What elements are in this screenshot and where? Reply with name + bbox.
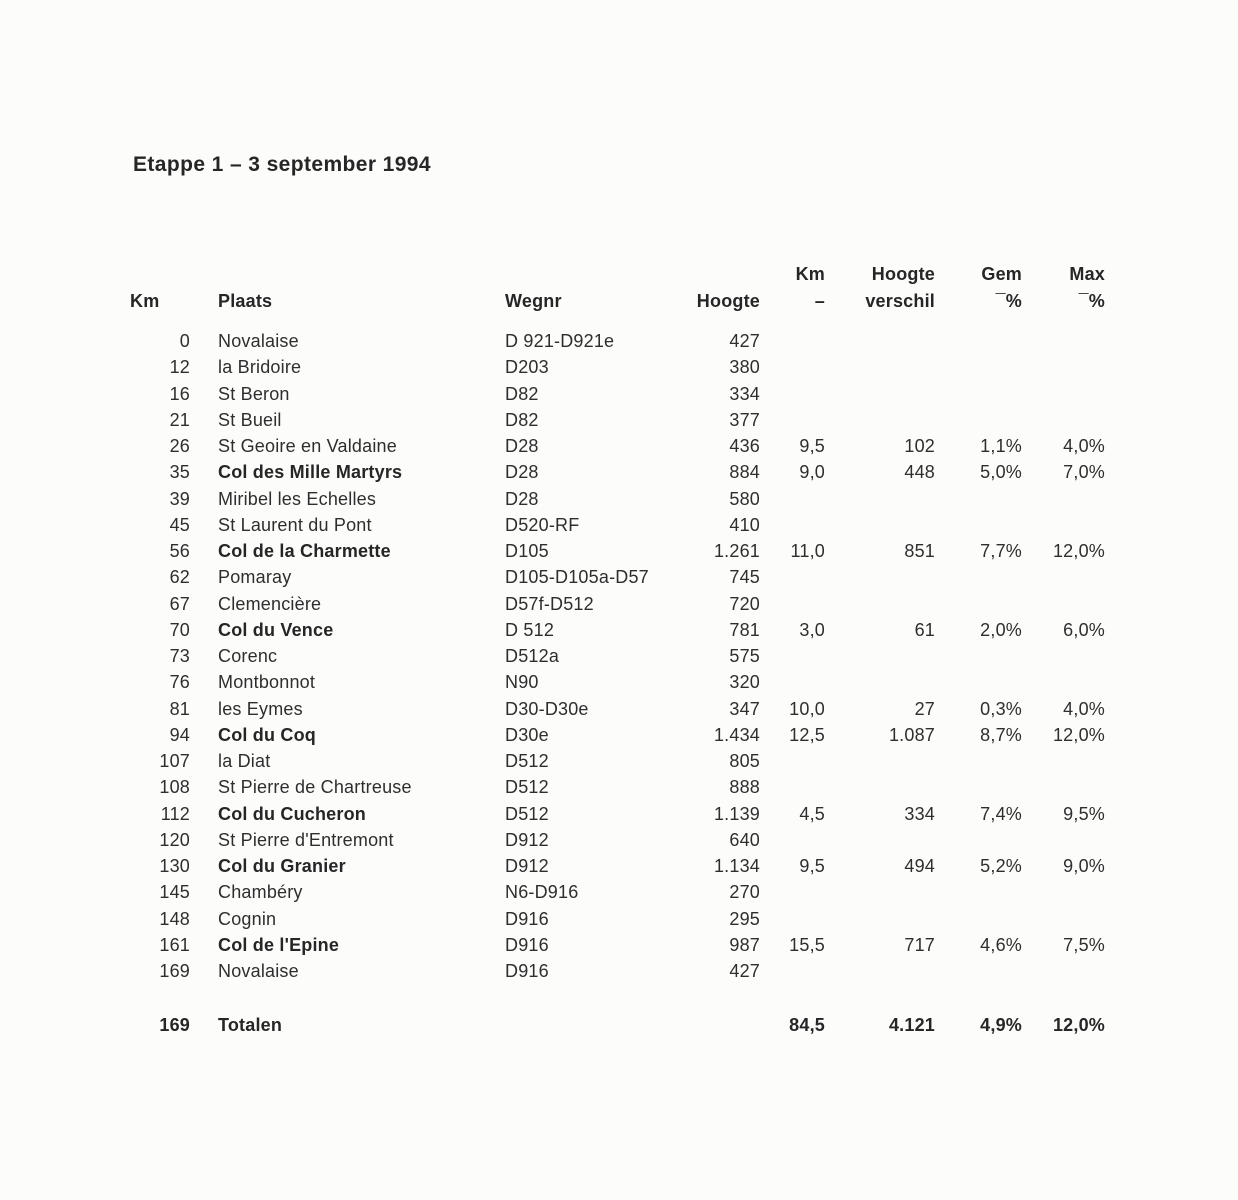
cell-gem-pct bbox=[935, 407, 1022, 433]
cell-km-segment bbox=[760, 669, 825, 695]
cell-hoogteverschil bbox=[825, 564, 935, 590]
cell-hoogte: 320 bbox=[729, 672, 760, 693]
cell-max-pct bbox=[1022, 774, 1105, 800]
cell-km-segment bbox=[760, 774, 825, 800]
cell-plaats: Montbonnot bbox=[218, 672, 316, 693]
cell-hoogteverschil: 448 bbox=[904, 462, 935, 483]
cell-km: 67 bbox=[169, 593, 190, 614]
cell-hoogte: 270 bbox=[729, 882, 760, 903]
cell-hoogteverschil: 27 bbox=[914, 698, 935, 719]
cell-plaats: Col du Cucheron bbox=[218, 803, 366, 824]
cell-hoogteverschil: 334 bbox=[904, 803, 935, 824]
stage-table bbox=[130, 261, 1105, 1039]
cell-gem-pct: 2,0% bbox=[980, 619, 1022, 640]
cell-gem-pct: 4,6% bbox=[980, 934, 1022, 955]
cell-gem-pct: 7,4% bbox=[980, 803, 1022, 824]
col-header-wegnr: Wegnr bbox=[505, 291, 562, 311]
table-row bbox=[130, 354, 1105, 380]
totals-km-segment: 84,5 bbox=[789, 1015, 825, 1036]
cell-gem-pct bbox=[935, 512, 1022, 538]
cell-hoogte: 1.434 bbox=[713, 724, 760, 745]
table-row bbox=[130, 315, 1105, 354]
cell-hoogte: 347 bbox=[729, 698, 760, 719]
cell-km: 35 bbox=[169, 462, 190, 483]
cell-km-segment bbox=[760, 407, 825, 433]
cell-max-pct bbox=[1022, 591, 1105, 617]
cell-wegnr: D512 bbox=[505, 803, 549, 824]
totals-wegnr bbox=[505, 1012, 685, 1038]
cell-km-segment: 10,0 bbox=[789, 698, 825, 719]
cell-km: 169 bbox=[159, 961, 190, 981]
cell-max-pct: 6,0% bbox=[1063, 619, 1105, 640]
cell-hoogteverschil bbox=[825, 879, 935, 905]
cell-hoogteverschil bbox=[825, 512, 935, 538]
cell-km: 45 bbox=[169, 514, 190, 535]
table-row bbox=[130, 748, 1105, 774]
cell-km: 107 bbox=[159, 751, 190, 771]
cell-gem-pct bbox=[935, 958, 1022, 984]
table-row bbox=[130, 696, 1105, 722]
cell-hoogte: 781 bbox=[729, 619, 760, 640]
cell-plaats: St Bueil bbox=[218, 409, 282, 430]
cell-gem-pct bbox=[935, 486, 1022, 512]
cell-km-segment bbox=[760, 381, 825, 407]
table-row bbox=[130, 381, 1105, 407]
table-row bbox=[130, 906, 1105, 932]
totals-hoogte bbox=[685, 1012, 760, 1038]
cell-gem-pct bbox=[935, 774, 1022, 800]
cell-km: 130 bbox=[159, 856, 190, 876]
cell-plaats: Novalaise bbox=[218, 331, 299, 351]
cell-wegnr: N90 bbox=[505, 672, 539, 693]
cell-km-segment: 15,5 bbox=[789, 934, 825, 955]
cell-hoogte: 640 bbox=[729, 829, 760, 850]
cell-km-segment: 9,0 bbox=[799, 462, 825, 483]
cell-hoogteverschil bbox=[825, 486, 935, 512]
col-header-hoogteverschil: Hoogte verschil bbox=[865, 264, 935, 311]
cell-hoogteverschil bbox=[825, 774, 935, 800]
cell-gem-pct bbox=[935, 591, 1022, 617]
cell-km: 108 bbox=[159, 777, 190, 798]
cell-wegnr: D 512 bbox=[505, 619, 555, 640]
col-header-gem-pct: Gem ¯% bbox=[981, 264, 1022, 311]
cell-hoogte: 987 bbox=[729, 934, 760, 955]
cell-gem-pct: 7,7% bbox=[980, 541, 1022, 561]
cell-max-pct: 9,5% bbox=[1063, 803, 1105, 824]
totals-km: 169 bbox=[159, 1015, 190, 1036]
cell-hoogteverschil bbox=[825, 748, 935, 774]
cell-hoogte: 575 bbox=[729, 646, 760, 666]
table-row bbox=[130, 879, 1105, 905]
cell-plaats: Col du Granier bbox=[218, 856, 346, 876]
cell-wegnr: D82 bbox=[505, 409, 539, 430]
totals-label: Totalen bbox=[218, 1015, 283, 1036]
cell-km-segment bbox=[760, 827, 825, 853]
cell-wegnr: N6-D916 bbox=[505, 882, 579, 903]
cell-max-pct: 7,5% bbox=[1063, 934, 1105, 955]
cell-hoogteverschil bbox=[825, 958, 935, 984]
cell-km-segment: 9,5 bbox=[799, 856, 825, 876]
cell-gem-pct bbox=[935, 879, 1022, 905]
cell-wegnr: D28 bbox=[505, 488, 539, 509]
cell-km: 145 bbox=[159, 882, 190, 903]
cell-wegnr: D512 bbox=[505, 777, 549, 798]
cell-hoogteverschil bbox=[825, 591, 935, 617]
cell-max-pct bbox=[1022, 669, 1105, 695]
cell-plaats: Clemencière bbox=[218, 593, 322, 614]
col-header-plaats: Plaats bbox=[218, 291, 273, 311]
cell-gem-pct bbox=[935, 564, 1022, 590]
cell-max-pct bbox=[1022, 486, 1105, 512]
cell-max-pct bbox=[1022, 512, 1105, 538]
cell-km-segment bbox=[760, 564, 825, 590]
cell-wegnr: D520-RF bbox=[505, 514, 580, 535]
table-row bbox=[130, 827, 1105, 853]
cell-hoogteverschil bbox=[825, 906, 935, 932]
table-row bbox=[130, 643, 1105, 669]
cell-km-segment bbox=[760, 906, 825, 932]
cell-plaats: St Geoire en Valdaine bbox=[218, 436, 397, 456]
table-row bbox=[130, 958, 1105, 984]
cell-km: 76 bbox=[169, 672, 190, 693]
cell-wegnr: D 921-D921e bbox=[505, 331, 615, 351]
cell-km: 73 bbox=[169, 646, 190, 666]
cell-wegnr: D916 bbox=[505, 934, 549, 955]
cell-km: 148 bbox=[159, 908, 190, 929]
cell-km: 81 bbox=[169, 698, 190, 719]
table-row bbox=[130, 853, 1105, 879]
cell-km: 21 bbox=[169, 409, 190, 430]
cell-hoogteverschil: 61 bbox=[914, 619, 935, 640]
cell-hoogte: 720 bbox=[729, 593, 760, 614]
table-row bbox=[130, 407, 1105, 433]
cell-hoogteverschil: 1.087 bbox=[888, 724, 935, 745]
header-row bbox=[130, 261, 1105, 315]
cell-km: 62 bbox=[169, 567, 190, 588]
col-header-km: Km bbox=[130, 291, 160, 311]
cell-gem-pct: 1,1% bbox=[980, 436, 1022, 456]
cell-hoogteverschil: 851 bbox=[904, 541, 935, 561]
cell-hoogte: 427 bbox=[729, 961, 760, 981]
table-row bbox=[130, 486, 1105, 512]
cell-max-pct bbox=[1022, 643, 1105, 669]
cell-wegnr: D57f-D512 bbox=[505, 593, 594, 614]
cell-hoogteverschil bbox=[825, 669, 935, 695]
cell-wegnr: D916 bbox=[505, 908, 549, 929]
cell-plaats: Miribel les Echelles bbox=[218, 488, 377, 509]
cell-plaats: Col des Mille Martyrs bbox=[218, 462, 403, 483]
cell-wegnr: D28 bbox=[505, 462, 539, 483]
cell-wegnr: D512 bbox=[505, 751, 549, 771]
cell-km-segment bbox=[760, 643, 825, 669]
cell-hoogte: 1.139 bbox=[713, 803, 760, 824]
page-title: Etappe 1 – 3 september 1994 bbox=[133, 153, 431, 176]
cell-gem-pct bbox=[935, 381, 1022, 407]
cell-hoogte: 427 bbox=[729, 331, 760, 351]
cell-wegnr: D203 bbox=[505, 357, 549, 378]
cell-hoogteverschil bbox=[825, 407, 935, 433]
cell-km-segment bbox=[760, 315, 825, 354]
cell-wegnr: D512a bbox=[505, 646, 560, 666]
cell-max-pct: 7,0% bbox=[1063, 462, 1105, 483]
cell-plaats: Novalaise bbox=[218, 961, 299, 981]
cell-km: 161 bbox=[159, 934, 190, 955]
table-header bbox=[130, 261, 1105, 315]
cell-km: 12 bbox=[169, 357, 190, 378]
cell-max-pct bbox=[1022, 958, 1105, 984]
cell-km-segment bbox=[760, 748, 825, 774]
cell-wegnr: D28 bbox=[505, 436, 539, 456]
cell-gem-pct bbox=[935, 315, 1022, 354]
cell-wegnr: D105-D105a-D57 bbox=[505, 567, 649, 588]
cell-hoogte: 805 bbox=[729, 751, 760, 771]
cell-max-pct bbox=[1022, 354, 1105, 380]
table-row bbox=[130, 722, 1105, 748]
cell-hoogte: 888 bbox=[729, 777, 760, 798]
cell-max-pct bbox=[1022, 906, 1105, 932]
cell-hoogte: 410 bbox=[729, 514, 760, 535]
table-footer bbox=[130, 984, 1105, 1038]
cell-hoogte: 334 bbox=[729, 383, 760, 404]
cell-km-segment bbox=[760, 486, 825, 512]
spacer-row bbox=[130, 984, 1105, 1012]
table-row bbox=[130, 433, 1105, 459]
cell-max-pct: 4,0% bbox=[1063, 436, 1105, 456]
cell-gem-pct: 8,7% bbox=[980, 724, 1022, 745]
cell-hoogteverschil bbox=[825, 381, 935, 407]
cell-km-segment bbox=[760, 354, 825, 380]
table-row bbox=[130, 774, 1105, 800]
cell-plaats: Col du Vence bbox=[218, 619, 334, 640]
cell-hoogte: 436 bbox=[729, 436, 760, 456]
table-row bbox=[130, 512, 1105, 538]
cell-gem-pct bbox=[935, 827, 1022, 853]
table-row bbox=[130, 932, 1105, 958]
table-row bbox=[130, 564, 1105, 590]
table-row bbox=[130, 538, 1105, 564]
cell-km: 39 bbox=[169, 488, 190, 509]
cell-plaats: Pomaray bbox=[218, 567, 292, 588]
col-header-km-segment: Km – bbox=[795, 264, 825, 311]
cell-plaats: Corenc bbox=[218, 646, 278, 666]
cell-km: 26 bbox=[169, 436, 190, 456]
cell-gem-pct bbox=[935, 354, 1022, 380]
cell-wegnr: D82 bbox=[505, 383, 539, 404]
cell-plaats: St Beron bbox=[218, 383, 290, 404]
cell-max-pct bbox=[1022, 879, 1105, 905]
cell-hoogte: 1.261 bbox=[713, 541, 760, 561]
cell-km: 56 bbox=[169, 541, 190, 561]
cell-hoogte: 1.134 bbox=[713, 856, 760, 876]
totals-hoogteverschil: 4.121 bbox=[888, 1015, 935, 1036]
cell-plaats: la Bridoire bbox=[218, 357, 302, 378]
col-header-max-pct: Max ¯% bbox=[1069, 264, 1105, 311]
cell-gem-pct: 0,3% bbox=[980, 698, 1022, 719]
cell-gem-pct bbox=[935, 669, 1022, 695]
cell-hoogteverschil: 102 bbox=[904, 436, 935, 456]
cell-km-segment bbox=[760, 958, 825, 984]
cell-km: 70 bbox=[169, 619, 190, 640]
cell-max-pct: 12,0% bbox=[1052, 541, 1105, 561]
cell-km: 16 bbox=[169, 383, 190, 404]
cell-gem-pct bbox=[935, 906, 1022, 932]
cell-wegnr: D30-D30e bbox=[505, 698, 589, 719]
cell-km: 112 bbox=[160, 803, 190, 824]
cell-km: 120 bbox=[159, 829, 190, 850]
cell-plaats: Col de l'Epine bbox=[218, 934, 340, 955]
cell-plaats: Col de la Charmette bbox=[218, 541, 391, 561]
table-row bbox=[130, 801, 1105, 827]
table-row bbox=[130, 617, 1105, 643]
cell-plaats: Cognin bbox=[218, 908, 277, 929]
cell-max-pct bbox=[1022, 315, 1105, 354]
cell-hoogteverschil: 717 bbox=[904, 934, 935, 955]
cell-km-segment: 3,0 bbox=[799, 619, 825, 640]
cell-hoogte: 745 bbox=[729, 567, 760, 588]
cell-max-pct bbox=[1022, 748, 1105, 774]
cell-km-segment: 4,5 bbox=[799, 803, 825, 824]
cell-km-segment: 11,0 bbox=[790, 541, 825, 561]
cell-hoogte: 295 bbox=[729, 908, 760, 929]
cell-hoogte: 380 bbox=[729, 357, 760, 378]
cell-hoogte: 580 bbox=[729, 488, 760, 509]
cell-hoogte: 377 bbox=[729, 409, 760, 430]
cell-max-pct: 9,0% bbox=[1063, 856, 1105, 876]
cell-km-segment bbox=[760, 591, 825, 617]
cell-gem-pct bbox=[935, 643, 1022, 669]
cell-max-pct: 4,0% bbox=[1063, 698, 1105, 719]
totals-row bbox=[130, 1012, 1105, 1038]
cell-gem-pct: 5,0% bbox=[980, 462, 1022, 483]
table-body bbox=[130, 315, 1105, 984]
cell-km: 0 bbox=[179, 331, 190, 351]
cell-max-pct bbox=[1022, 564, 1105, 590]
totals-max-pct: 12,0% bbox=[1052, 1015, 1105, 1036]
table-row bbox=[130, 459, 1105, 485]
cell-wegnr: D30e bbox=[505, 724, 549, 745]
cell-max-pct bbox=[1022, 827, 1105, 853]
cell-km-segment bbox=[760, 512, 825, 538]
cell-max-pct bbox=[1022, 407, 1105, 433]
cell-plaats: les Eymes bbox=[218, 698, 303, 719]
cell-plaats: St Pierre d'Entremont bbox=[218, 829, 394, 850]
cell-km-segment bbox=[760, 879, 825, 905]
cell-hoogteverschil bbox=[825, 315, 935, 354]
table-row bbox=[130, 669, 1105, 695]
cell-hoogteverschil bbox=[825, 643, 935, 669]
cell-wegnr: D105 bbox=[505, 541, 549, 561]
cell-plaats: la Diat bbox=[218, 751, 271, 771]
cell-hoogteverschil bbox=[825, 354, 935, 380]
cell-plaats: St Pierre de Chartreuse bbox=[218, 777, 412, 798]
cell-max-pct bbox=[1022, 381, 1105, 407]
cell-hoogteverschil bbox=[825, 827, 935, 853]
cell-gem-pct bbox=[935, 748, 1022, 774]
cell-plaats: Chambéry bbox=[218, 882, 303, 903]
cell-plaats: St Laurent du Pont bbox=[218, 514, 372, 535]
cell-wegnr: D916 bbox=[505, 961, 549, 981]
cell-gem-pct: 5,2% bbox=[980, 856, 1022, 876]
table-row bbox=[130, 591, 1105, 617]
totals-gem-pct: 4,9% bbox=[980, 1015, 1022, 1036]
cell-km: 94 bbox=[169, 724, 190, 745]
cell-km-segment: 12,5 bbox=[789, 724, 825, 745]
cell-plaats: Col du Coq bbox=[218, 724, 316, 745]
cell-wegnr: D912 bbox=[505, 856, 549, 876]
col-header-hoogte: Hoogte bbox=[696, 291, 760, 311]
cell-hoogte: 884 bbox=[729, 462, 760, 483]
cell-hoogteverschil: 494 bbox=[904, 856, 935, 876]
cell-max-pct: 12,0% bbox=[1052, 724, 1105, 745]
cell-km-segment: 9,5 bbox=[799, 436, 825, 456]
cell-wegnr: D912 bbox=[505, 829, 549, 850]
